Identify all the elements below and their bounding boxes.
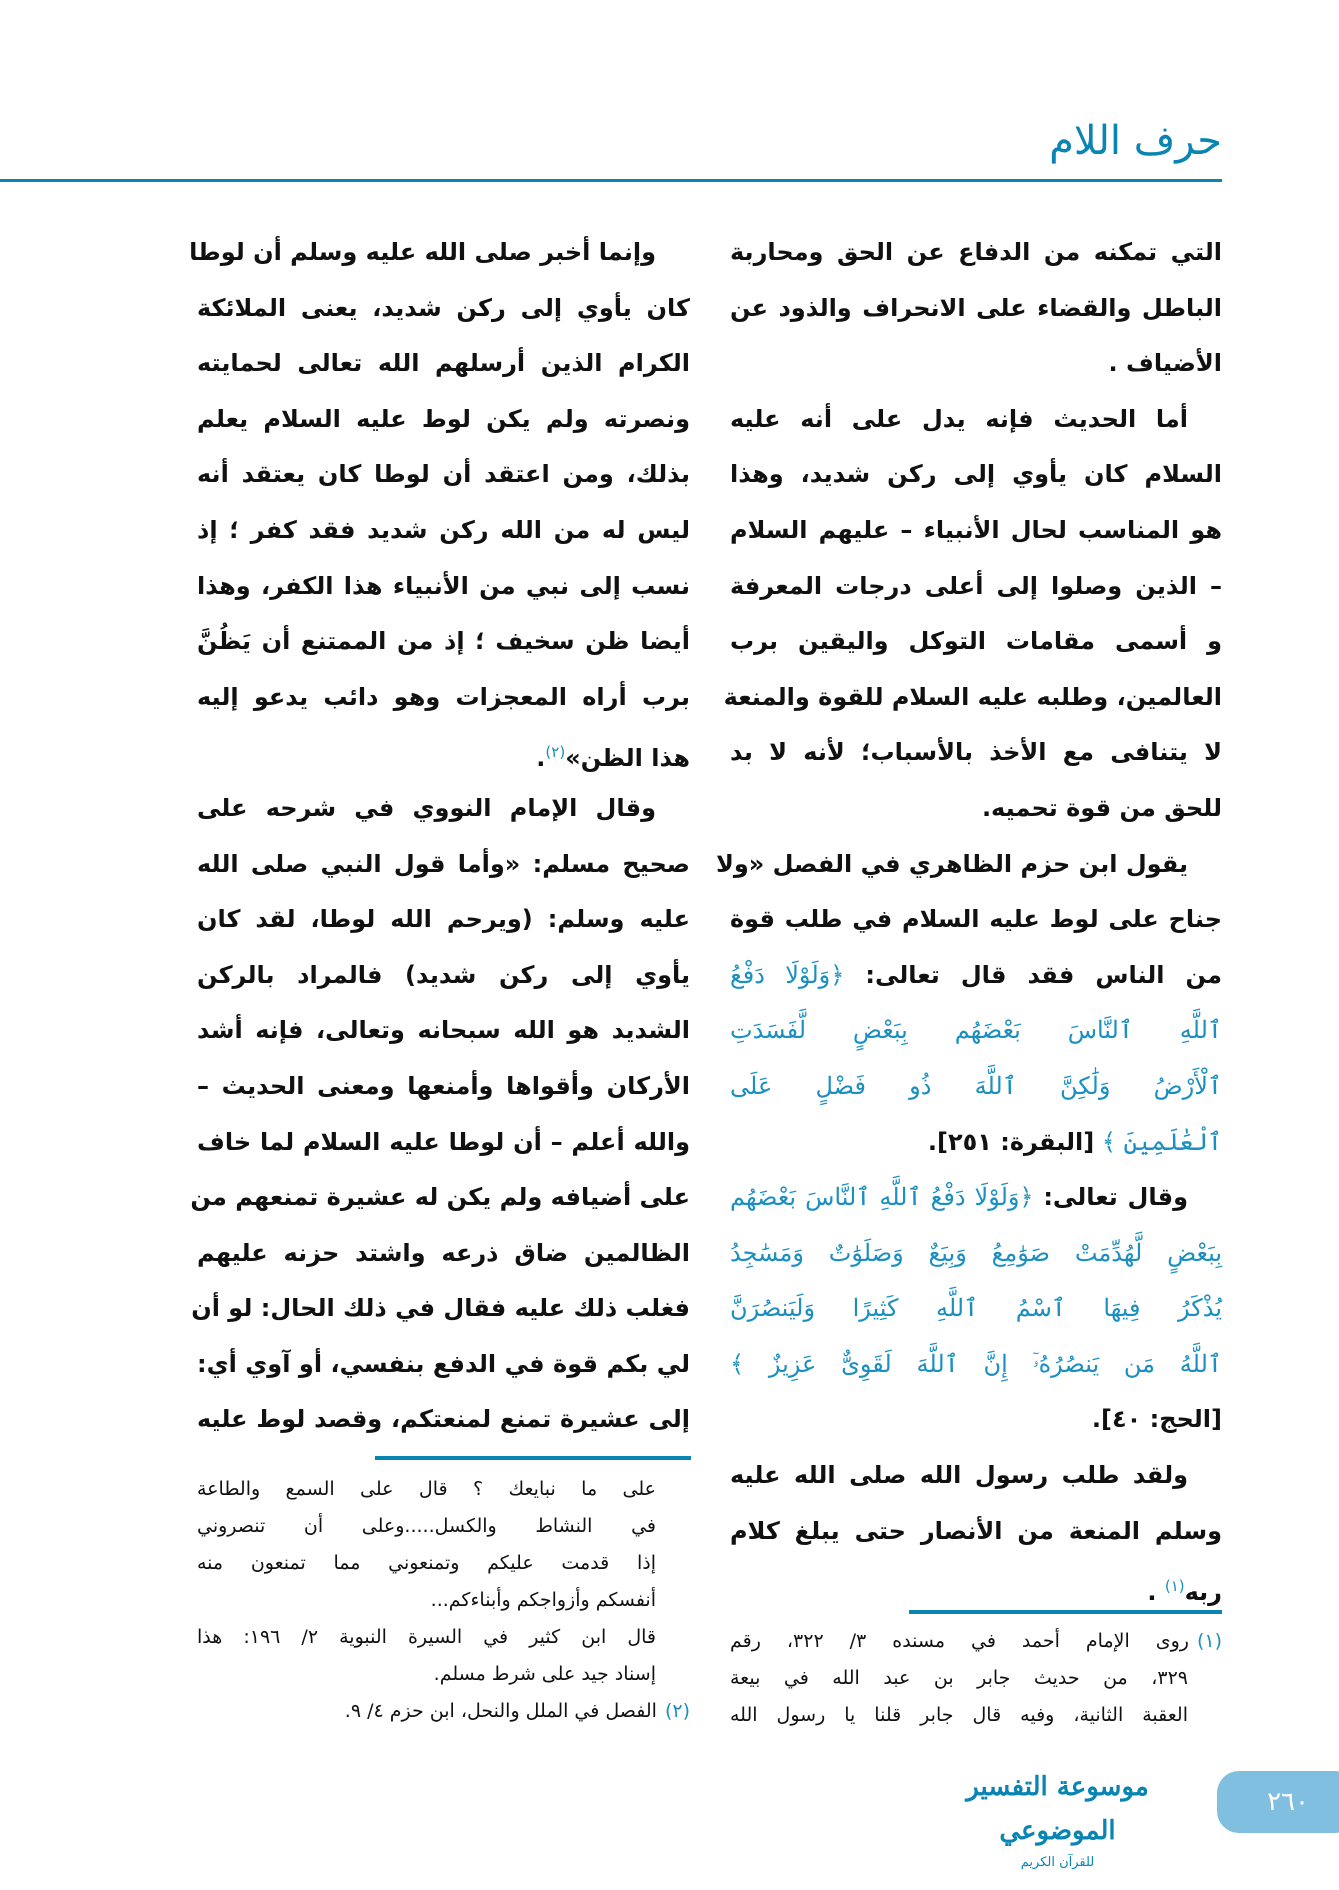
text-line (730, 614, 1222, 670)
text-segment: وقال تعالى: (1033, 1183, 1188, 1212)
header-rule (0, 179, 1222, 182)
text-line (730, 1115, 1222, 1171)
text-line (730, 1337, 1222, 1393)
footnote-line (197, 1619, 690, 1656)
text-segment: وسلم المنعة من الأنصار حتى يبلغ كلام (730, 1516, 1222, 1545)
text-line (197, 781, 690, 837)
quran-verse: ٱللَّهِ ٱلنَّاسَ بَعْضَهُم بِبَعْضٍ لَّفَسَدَتِ (730, 1016, 1222, 1045)
text-segment: بذلك، ومن اعتقد أن لوطا كان يعتقد أنه (197, 460, 690, 489)
text-line (723, 670, 1222, 726)
text-segment: التي تمكنه من الدفاع عن الحق ومحاربة (730, 238, 1222, 266)
text-segment: إلى عشيرة تمنع لمنعتكم، وقصد لوط عليه (197, 1405, 690, 1434)
text-segment: [البقرة: ٢٥١]. (927, 1127, 1095, 1156)
text-line (730, 892, 1222, 948)
text-line (730, 1559, 1222, 1615)
page-number: ٢٦٠ (1217, 1771, 1339, 1833)
text-line (730, 225, 1222, 281)
footnote-line (730, 1660, 1222, 1697)
footnote-divider-right (909, 1610, 1222, 1614)
text-segment: العالمين، وطلبه عليه السلام للقوة والمنعة (723, 682, 1222, 711)
text-segment: من الناس فقد قال تعالى: (844, 960, 1222, 989)
quran-verse: ٱللَّهُ مَن يَنصُرُهُۥٓ إِنَّ ٱللَّهَ لَقَوِىٌّ عَزِيزٌ ﴾ (730, 1349, 1222, 1378)
text-segment: نسب إلى نبي من الأنبياء هذا الكفر، وهذا (197, 571, 690, 600)
text-line (730, 725, 1222, 781)
text-line (197, 837, 690, 893)
footnote-text: الفصل في الملل والنحل، ابن حزم ٤/ ٩. (344, 1700, 657, 1722)
footnote-text: على ما نبايعك ؟ قال على السمع والطاعة (197, 1478, 656, 1500)
text-segment: أما الحديث فإنه يدل على أنه عليه (730, 404, 1188, 433)
footnote-ref: (٢) (545, 743, 566, 762)
footnote-text: إذا قدمت عليكم وتمنعوني مما تمنعون منه (197, 1552, 656, 1574)
text-line (730, 1392, 1222, 1448)
text-line (730, 1226, 1222, 1282)
text-line (730, 1003, 1222, 1059)
footnote-text: ٣٢٩، من حديث جابر بن عبد الله في بيعة (730, 1667, 1188, 1689)
text-line (191, 1281, 690, 1337)
text-segment: عليه وسلم: (532, 905, 690, 934)
text-segment: [الحج: ٤٠]. (1091, 1405, 1222, 1434)
text-segment: و أسمى مقامات التوكل واليقين برب (730, 627, 1222, 656)
text-line (730, 1448, 1222, 1504)
text-segment: هذا الظن» (565, 744, 690, 773)
footnote-divider-left (375, 1456, 691, 1460)
text-segment: فالمراد بالركن (197, 960, 406, 989)
text-segment: لا يتنافى مع الأخذ بالأسباب؛ لأنه لا بد (730, 738, 1222, 767)
text-line (730, 1170, 1222, 1226)
text-segment: الأضياف . (1108, 349, 1222, 378)
text-segment: للحق من قوة تحميه. (981, 793, 1222, 822)
text-segment: أيضا ظن سخيف ؛ إذ من الممتنع أن يَظُنَّ (197, 627, 690, 656)
text-segment: الباطل والقضاء على الانحراف والذود عن (730, 293, 1222, 322)
footnote-text: أنفسكم وأزواجكم وأبناءكم... (430, 1589, 656, 1611)
footnote-number: (٢) (664, 1700, 690, 1722)
footnote-line (197, 1693, 690, 1730)
text-line (197, 1059, 690, 1115)
quran-verse: ٱلْعَٰلَمِينَ ﴾ (1094, 1127, 1222, 1156)
text-segment: وقال الإمام النووي في شرحه على (197, 793, 656, 822)
text-line (197, 392, 690, 448)
text-line (197, 1392, 690, 1448)
text-segment: الظالمين ضاق ذرعه واشتد حزنه عليهم (197, 1238, 690, 1267)
text-segment: برب أراه المعجزات وهو دائب يدعو إليه (197, 682, 690, 711)
text-line (197, 614, 690, 670)
logo-subtitle: للقرآن الكريم (1020, 1855, 1095, 1870)
text-segment: جناح على لوط عليه السلام في طلب قوة (730, 905, 1222, 934)
footnote-line (197, 1508, 690, 1545)
text-line (190, 1170, 690, 1226)
quran-verse: ٱلْأَرْضُ وَلَٰكِنَّ ٱللَّهَ ذُو فَضْلٍ عَلَى (730, 1071, 1222, 1100)
footnote-text: قال ابن كثير في السيرة النبوية ٢/ ١٩٦: هذا (197, 1626, 657, 1648)
left-text-column (189, 225, 691, 1448)
text-segment: – الذين وصلوا إلى أعلى درجات المعرفة (730, 571, 1222, 600)
text-line (197, 503, 690, 559)
text-line (730, 1281, 1222, 1337)
text-line (197, 670, 690, 726)
hadith-quote: (ويرحم الله لوطا، لقد كان (197, 905, 533, 934)
text-segment: السلام كان يأوي إلى ركن شديد، وهذا (730, 460, 1222, 489)
footnote-text: روى الإمام أحمد في مسنده ٣/ ٣٢٢، رقم (730, 1630, 1189, 1652)
footnote-line (730, 1623, 1222, 1660)
text-line (730, 392, 1222, 448)
text-segment: صحيح مسلم: «وأما قول النبي صلى الله (197, 849, 690, 878)
quran-verse: ﴿وَلَوْلَا دَفْعُ (730, 960, 845, 989)
text-line (730, 559, 1222, 615)
footnote-line (197, 1582, 690, 1619)
text-line (730, 503, 1222, 559)
quran-verse: بِبَعْضٍ لَّهُدِّمَتْ صَوَٰمِعُ وَبِيَعٌ وَصَلَوَٰتٌ وَمَسَٰجِدُ (730, 1238, 1222, 1267)
text-segment: هو المناسب لحال الأنبياء – عليهم السلام (730, 515, 1222, 544)
footnotes-left (197, 1471, 690, 1730)
text-line (197, 948, 690, 1004)
text-line (730, 781, 1222, 837)
footnote-line (730, 1697, 1222, 1734)
text-line (197, 1003, 690, 1059)
text-line (197, 281, 690, 337)
text-line (730, 1504, 1222, 1560)
text-line (730, 336, 1222, 392)
text-line (715, 837, 1222, 893)
quran-verse: ﴿وَلَوْلَا دَفْعُ ٱللَّهِ ٱلنَّاسَ بَعْضَهُم (730, 1183, 1034, 1212)
text-line (197, 336, 690, 392)
quran-verse: يُذْكَرُ فِيهَا ٱسْمُ ٱللَّهِ كَثِيرًا وَلَيَنصُرَنَّ (730, 1294, 1222, 1323)
text-segment: على أضيافه ولم يكن له عشيرة تمنعهم من (190, 1183, 690, 1212)
text-segment: لي بكم قوة في الدفع بنفسي، أو آوي أي: (197, 1349, 690, 1378)
text-segment: ربه (1184, 1578, 1222, 1607)
text-segment: الأركان وأقواها وأمنعها ومعنى الحديث – (197, 1071, 690, 1100)
logo-title: موسوعة التفسير الموضوعي (966, 1772, 1149, 1846)
text-line (197, 1337, 690, 1393)
footnote-ref: (١) (1164, 1577, 1185, 1596)
text-line (197, 725, 690, 781)
text-segment: . (1147, 1578, 1165, 1607)
text-segment: الكرام الذين أرسلهم الله تعالى لحمايته (197, 349, 690, 378)
text-line (730, 447, 1222, 503)
footnote-text: العقبة الثانية، وفيه قال جابر قلنا يا رسول الله (730, 1704, 1188, 1726)
hadith-quote: يأوي إلى ركن شديد) (405, 960, 691, 989)
text-line (189, 225, 690, 281)
text-line (730, 281, 1222, 337)
footnote-line (197, 1656, 690, 1693)
chapter-title: حرف اللام (1049, 118, 1222, 164)
text-line (197, 892, 690, 948)
footnote-number: (١) (1196, 1630, 1223, 1652)
text-segment: ونصرته ولم يكن لوط عليه السلام يعلم (197, 404, 690, 433)
text-segment: والله أعلم – أن لوطا عليه السلام لما خاف (197, 1127, 690, 1156)
encyclopedia-logo (935, 1765, 1180, 1870)
right-text-column (715, 225, 1222, 1615)
text-segment: فغلب ذلك عليه فقال في ذلك الحال: لو أن (191, 1294, 690, 1323)
text-line (197, 447, 690, 503)
text-line (197, 1115, 690, 1171)
text-segment: ليس له من الله ركن شديد فقد كفر ؛ إذ (197, 515, 690, 544)
text-line (197, 1226, 690, 1282)
footnote-line (197, 1545, 690, 1582)
footnote-text: في النشاط والكسل.....وعلى أن تنصروني (197, 1515, 656, 1537)
footnote-line (197, 1471, 690, 1508)
text-line (197, 559, 690, 615)
text-segment: وإنما أخبر صلى الله عليه وسلم أن لوطا (189, 238, 656, 266)
text-line (730, 948, 1222, 1004)
text-segment: . (536, 744, 546, 773)
text-segment: الشديد هو الله سبحانه وتعالى، فإنه أشد (197, 1016, 690, 1045)
text-segment: ولقد طلب رسول الله صلى الله عليه (730, 1461, 1188, 1490)
footnote-text: إسناد جيد على شرط مسلم. (433, 1663, 656, 1685)
text-line (730, 1059, 1222, 1115)
text-segment: كان يأوي إلى ركن شديد، يعنى الملائكة (197, 293, 690, 322)
footnotes-right (730, 1623, 1222, 1734)
text-segment: يقول ابن حزم الظاهري في الفصل «ولا (715, 849, 1188, 878)
